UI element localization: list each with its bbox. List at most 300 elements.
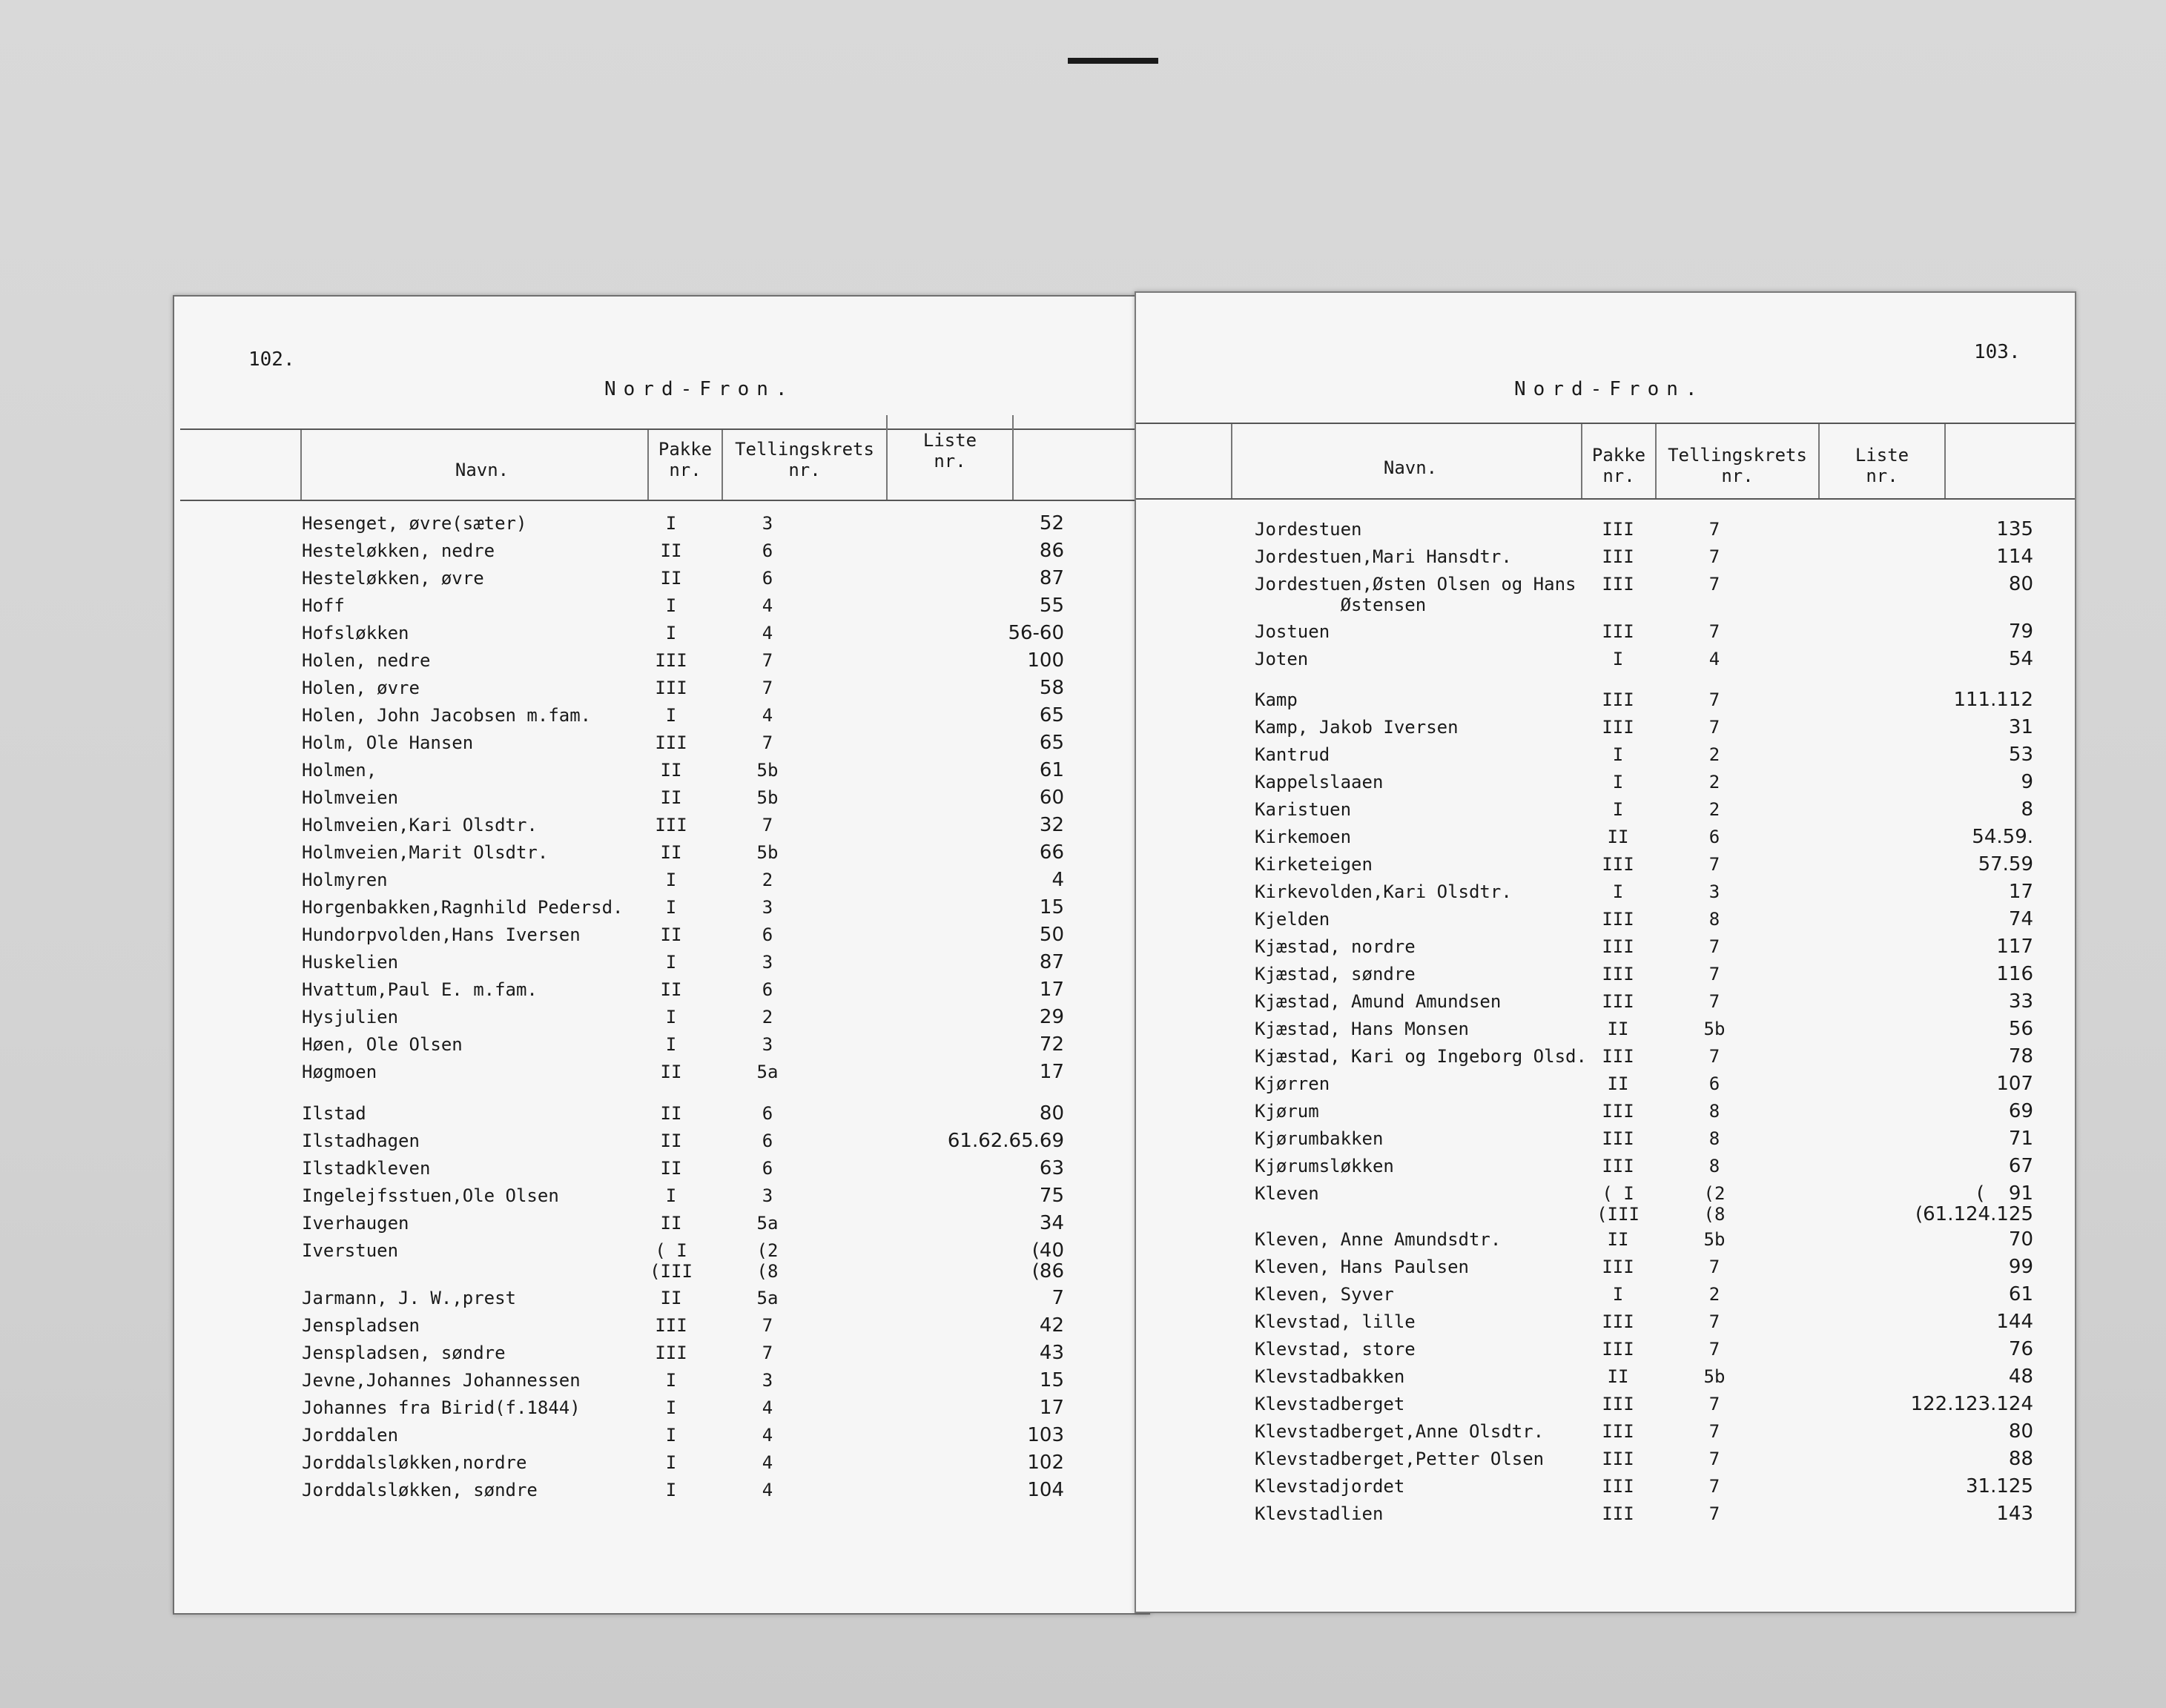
cell-pakke: I	[1612, 881, 1624, 902]
cell-pakke: II	[660, 979, 682, 1000]
cell-pakke: II	[660, 1288, 682, 1308]
right-page	[1135, 291, 2076, 1613]
cell-pakke: III	[1602, 909, 1634, 930]
cell-telling: 7	[1708, 1449, 1720, 1469]
col-header-liste: Liste nr.	[922, 430, 977, 471]
cell-liste: 34	[1039, 1212, 1064, 1234]
header-bottom-rule	[1136, 498, 2075, 500]
cell-liste: 80	[2008, 1420, 2033, 1443]
cell-telling: 2	[762, 1007, 773, 1027]
cell-pakke: I	[665, 705, 677, 726]
cell-telling: 7	[1708, 1394, 1720, 1414]
cell-navn: Kirkemoen	[1255, 827, 1352, 847]
cell-telling: 6	[762, 568, 773, 589]
cell-liste: 72	[1039, 1033, 1064, 1056]
cell-liste: 78	[2008, 1045, 2033, 1068]
cell-telling: 7	[762, 650, 773, 671]
cell-navn: Jorddalsløkken, søndre	[302, 1480, 538, 1500]
col-header-tellingskrets: Tellingskrets nr.	[1668, 445, 1807, 486]
cell-navn: Huskelien	[302, 952, 399, 973]
cell-pakke: II	[660, 1103, 682, 1124]
cell-pakke: I	[1612, 744, 1624, 765]
cell-telling: 4	[1708, 649, 1720, 669]
cell-liste: 122.123.124	[1910, 1393, 2033, 1415]
cell-telling: 3	[762, 1370, 773, 1391]
cell-telling: 4	[762, 595, 773, 616]
page-title: Nord-Fron.	[604, 378, 795, 400]
cell-telling: 8	[1708, 909, 1720, 930]
cell-pakke: III	[655, 678, 687, 698]
cell-liste: 87	[1039, 951, 1064, 973]
cell-telling: 5b	[756, 760, 779, 781]
cell-telling: 5b	[1703, 1229, 1726, 1250]
cell-pakke: III	[655, 732, 687, 753]
cell-pakke: I	[665, 1452, 677, 1473]
col-header-pakke: Pakke nr.	[1591, 445, 1646, 486]
cell-pakke: II	[1607, 1229, 1629, 1250]
cell-pakke: III	[1602, 1421, 1634, 1442]
cell-telling: 8	[1708, 1128, 1720, 1149]
cell-navn: Ilstad	[302, 1103, 366, 1124]
cell-telling: 7	[1708, 546, 1720, 567]
cell-telling: 7	[1708, 936, 1720, 957]
cell-pakke: I	[665, 1034, 677, 1055]
cell-pakke: II	[1607, 827, 1629, 847]
cell-pakke: III	[1602, 964, 1634, 984]
cell-pakke: I	[665, 1185, 677, 1206]
cell-navn: Holm, Ole Hansen	[302, 732, 474, 753]
cell-liste: 63	[1039, 1157, 1064, 1179]
cell-telling: 6	[1708, 1073, 1720, 1094]
cell-liste: 55	[1039, 595, 1064, 617]
cell-navn: Klevstadberget,Anne Olsdtr.	[1255, 1421, 1545, 1442]
cell-liste: 54.59.	[1972, 826, 2033, 848]
cell-liste: 71	[2008, 1128, 2033, 1150]
cell-pakke: III	[1602, 1128, 1634, 1149]
cell-navn: Holen, øvre	[302, 678, 420, 698]
cell-navn: Klevstad, lille	[1255, 1311, 1416, 1332]
cell-pakke: II	[660, 1062, 682, 1082]
cell-navn: Kantrud	[1255, 744, 1330, 765]
cell-telling: 5b	[1703, 1019, 1726, 1039]
cell-liste: 61.62.65.69	[947, 1130, 1064, 1152]
cell-liste: 143	[1996, 1503, 2033, 1525]
cell-telling: 7	[1708, 1339, 1720, 1360]
cell-liste: 61	[2008, 1283, 2033, 1305]
cell-liste: 17	[2008, 881, 2033, 903]
cell-liste: 32	[1039, 814, 1064, 836]
cell-liste: 86	[1039, 540, 1064, 562]
cell-telling: 3	[762, 952, 773, 973]
cell-liste: 9	[2021, 771, 2033, 793]
cell-liste: 66	[1039, 841, 1064, 864]
cell-navn: Joten	[1255, 649, 1309, 669]
cell-pakke: I	[665, 1397, 677, 1418]
cell-pakke: III	[655, 1315, 687, 1336]
cell-navn: Kleven, Syver	[1255, 1284, 1394, 1305]
cell-liste: 117	[1996, 936, 2033, 958]
col-header-navn: Navn.	[455, 460, 509, 480]
cell-liste: 15	[1039, 1369, 1064, 1391]
cell-navn: Jevne,Johannes Johannessen	[302, 1370, 581, 1391]
cell-pakke: III	[1602, 717, 1634, 738]
cell-navn: Horgenbakken,Ragnhild Pedersd.	[302, 897, 624, 918]
cell-pakke: ( I (III	[1597, 1183, 1640, 1225]
cell-liste: 42	[1039, 1314, 1064, 1337]
cell-liste: 88	[2008, 1448, 2033, 1470]
cell-telling: 7	[1708, 574, 1720, 595]
cell-telling: 6	[762, 1131, 773, 1151]
cell-navn: Holmyren	[302, 870, 388, 890]
cell-navn: Kjæstad, Hans Monsen	[1255, 1019, 1469, 1039]
cell-telling: 5b	[1703, 1366, 1726, 1387]
cell-telling: 3	[1708, 881, 1720, 902]
left-page	[173, 295, 1150, 1615]
col-header-liste: Liste nr.	[1855, 445, 1909, 486]
cell-navn: Jenspladsen	[302, 1315, 420, 1336]
cell-telling: 4	[762, 1480, 773, 1500]
cell-liste: 104	[1027, 1479, 1064, 1501]
cell-liste: 76	[2008, 1338, 2033, 1360]
cell-liste: 15	[1039, 896, 1064, 918]
cell-navn: Klevstadlien	[1255, 1503, 1384, 1524]
page-number: 103.	[1974, 341, 2021, 363]
cell-pakke: III	[1602, 991, 1634, 1012]
cell-navn: Ilstadhagen	[302, 1131, 420, 1151]
cell-navn: Kjæstad, Kari og Ingeborg Olsd.	[1255, 1046, 1587, 1067]
cell-liste: 144	[1996, 1311, 2033, 1333]
cell-liste: 54	[2008, 648, 2033, 670]
page-number: 102.	[248, 348, 295, 371]
cell-pakke: III	[1602, 1046, 1634, 1067]
cell-navn: Jordestuen	[1255, 519, 1362, 540]
col-header-pakke: Pakke nr.	[658, 439, 713, 480]
cell-liste: 79	[2008, 620, 2033, 643]
cell-liste: 99	[2008, 1256, 2033, 1278]
cell-liste: 50	[1039, 924, 1064, 946]
cell-pakke: I	[665, 1007, 677, 1027]
cell-telling: 7	[1708, 1311, 1720, 1332]
cell-liste: 135	[1996, 518, 2033, 540]
cell-telling: 7	[762, 1315, 773, 1336]
cell-pakke: II	[660, 842, 682, 863]
cell-pakke: III	[1602, 1503, 1634, 1524]
cell-liste: 65	[1039, 732, 1064, 754]
cell-pakke: I	[1612, 772, 1624, 792]
cell-pakke: III	[1602, 854, 1634, 875]
cell-pakke: II	[660, 568, 682, 589]
col-header-tellingskrets: Tellingskrets nr.	[735, 439, 874, 480]
cell-liste: 53	[2008, 744, 2033, 766]
cell-liste: 116	[1996, 963, 2033, 985]
cell-navn: Ingelejfsstuen,Ole Olsen	[302, 1185, 559, 1206]
cell-navn: Kirkevolden,Kari Olsdtr.	[1255, 881, 1512, 902]
header-divider	[1012, 415, 1014, 500]
cell-telling: 5a	[756, 1213, 779, 1234]
cell-liste: 43	[1039, 1342, 1064, 1364]
cell-pakke: I	[665, 1425, 677, 1446]
cell-telling: 5b	[756, 842, 779, 863]
cell-navn: Kamp, Jakob Iversen	[1255, 717, 1459, 738]
cell-navn: Jostuen	[1255, 621, 1330, 642]
cell-navn: Kjæstad, nordre	[1255, 936, 1416, 957]
cell-navn: Jorddalen	[302, 1425, 399, 1446]
cell-liste: 31	[2008, 716, 2033, 738]
cell-telling: 7	[1708, 717, 1720, 738]
cell-navn: Jordestuen,Østen Olsen og Hans Østensen	[1255, 574, 1576, 615]
cell-telling: 3	[762, 1185, 773, 1206]
cell-pakke: I	[1612, 799, 1624, 820]
cell-telling: 7	[762, 732, 773, 753]
cell-navn: Klevstadberget,Petter Olsen	[1255, 1449, 1545, 1469]
cell-pakke: II	[660, 1131, 682, 1151]
cell-liste: 61	[1039, 759, 1064, 781]
cell-pakke: II	[660, 760, 682, 781]
header-top-rule	[1136, 423, 2075, 424]
cell-telling: 7	[1708, 1421, 1720, 1442]
cell-pakke: III	[1602, 621, 1634, 642]
cell-pakke: III	[1602, 1101, 1634, 1122]
cell-telling: 2	[762, 870, 773, 890]
cell-telling: 7	[1708, 1503, 1720, 1524]
cell-liste: 7	[1051, 1287, 1064, 1309]
cell-liste: 4	[1051, 869, 1064, 891]
cell-navn: Høen, Ole Olsen	[302, 1034, 463, 1055]
cell-telling: 7	[762, 678, 773, 698]
cell-telling: 7	[1708, 689, 1720, 710]
cell-navn: Hofsløkken	[302, 623, 409, 643]
header-divider	[300, 430, 302, 500]
cell-navn: Hundorpvolden,Hans Iversen	[302, 924, 581, 945]
cell-pakke: II	[660, 924, 682, 945]
cell-pakke: II	[660, 787, 682, 808]
cell-liste: 70	[2008, 1228, 2033, 1251]
cell-navn: Holmen,	[302, 760, 377, 781]
cell-navn: Holen, John Jacobsen m.fam.	[302, 705, 592, 726]
cell-telling: 5a	[756, 1288, 779, 1308]
cell-telling: 2	[1708, 799, 1720, 820]
cell-pakke: I	[665, 897, 677, 918]
cell-navn: Kjelden	[1255, 909, 1330, 930]
cell-navn: Kirketeigen	[1255, 854, 1373, 875]
cell-pakke: III	[655, 815, 687, 835]
cell-navn: Iverhaugen	[302, 1213, 409, 1234]
cell-liste: 33	[2008, 990, 2033, 1013]
cell-liste: 100	[1027, 649, 1064, 672]
cell-telling: 5b	[756, 787, 779, 808]
cell-liste: 60	[1039, 787, 1064, 809]
cell-liste: 17	[1039, 979, 1064, 1001]
cell-pakke: ( I (III	[650, 1240, 693, 1282]
cell-navn: Klevstadbakken	[1255, 1366, 1405, 1387]
cell-telling: 7	[1708, 1476, 1720, 1497]
cell-navn: Hoff	[302, 595, 345, 616]
cell-pakke: III	[1602, 574, 1634, 595]
cell-pakke: III	[1602, 519, 1634, 540]
cell-navn: Klevstadjordet	[1255, 1476, 1405, 1497]
cell-telling: 2	[1708, 772, 1720, 792]
cell-liste: 31.125	[1966, 1475, 2033, 1497]
cell-liste: 69	[2008, 1100, 2033, 1122]
cell-navn: Jorddalsløkken,nordre	[302, 1452, 527, 1473]
cell-pakke: III	[1602, 1257, 1634, 1277]
cell-navn: Holmveien	[302, 787, 399, 808]
cell-telling: 6	[762, 540, 773, 561]
cell-telling: 7	[762, 815, 773, 835]
cell-telling: 4	[762, 1452, 773, 1473]
cell-navn: Hysjulien	[302, 1007, 399, 1027]
cell-pakke: I	[1612, 649, 1624, 669]
cell-pakke: II	[1607, 1019, 1629, 1039]
cell-navn: Kleven	[1255, 1183, 1319, 1204]
cell-telling: 8	[1708, 1156, 1720, 1176]
cell-navn: Kjørum	[1255, 1101, 1319, 1122]
cell-pakke: III	[1602, 1476, 1634, 1497]
cell-telling: 6	[762, 979, 773, 1000]
cell-navn: Kleven, Hans Paulsen	[1255, 1257, 1469, 1277]
cell-pakke: II	[660, 1158, 682, 1179]
cell-pakke: III	[1602, 1449, 1634, 1469]
cell-pakke: I	[665, 513, 677, 534]
cell-telling: (2 (8	[756, 1240, 779, 1282]
header-bottom-rule	[180, 500, 1143, 501]
cell-navn: Hesteløkken, øvre	[302, 568, 484, 589]
cell-liste: 114	[1996, 546, 2033, 568]
cell-pakke: III	[655, 650, 687, 671]
cell-pakke: I	[665, 623, 677, 643]
cell-liste: 17	[1039, 1397, 1064, 1419]
cell-liste: 111.112	[1953, 689, 2033, 711]
cell-liste: 52	[1039, 512, 1064, 534]
cell-liste: 58	[1039, 677, 1064, 699]
cell-pakke: III	[1602, 689, 1634, 710]
cell-telling: 6	[762, 924, 773, 945]
cell-telling: 7	[1708, 964, 1720, 984]
cell-telling: 7	[1708, 519, 1720, 540]
cell-telling: 6	[762, 1158, 773, 1179]
cell-telling: 7	[1708, 1046, 1720, 1067]
cell-liste: 107	[1996, 1073, 2033, 1095]
cell-liste: 80	[1039, 1102, 1064, 1125]
cell-navn: Johannes fra Birid(f.1844)	[302, 1397, 581, 1418]
cell-telling: (2 (8	[1703, 1183, 1726, 1225]
cell-liste: 65	[1039, 704, 1064, 726]
cell-navn: Kjørren	[1255, 1073, 1330, 1094]
cell-liste: 48	[2008, 1366, 2033, 1388]
cell-navn: Kleven, Anne Amundsdtr.	[1255, 1229, 1502, 1250]
cell-pakke: III	[1602, 546, 1634, 567]
cell-pakke: I	[665, 870, 677, 890]
cell-liste: (40 (86	[1031, 1239, 1064, 1282]
cell-navn: Hesenget, øvre(sæter)	[302, 513, 527, 534]
cell-pakke: II	[1607, 1366, 1629, 1387]
cell-navn: Holen, nedre	[302, 650, 431, 671]
cell-navn: Ilstadkleven	[302, 1158, 431, 1179]
cell-navn: Kjæstad, søndre	[1255, 964, 1416, 984]
cell-navn: Kjørumsløkken	[1255, 1156, 1394, 1176]
cell-telling: 5a	[756, 1062, 779, 1082]
cell-telling: 7	[1708, 991, 1720, 1012]
cell-liste: 17	[1039, 1061, 1064, 1083]
cell-telling: 7	[1708, 621, 1720, 642]
cell-telling: 7	[762, 1343, 773, 1363]
cell-pakke: I	[665, 1370, 677, 1391]
cell-telling: 3	[762, 513, 773, 534]
cell-liste: 56-60	[1008, 622, 1064, 644]
cell-pakke: I	[665, 952, 677, 973]
cell-telling: 4	[762, 705, 773, 726]
cell-liste: 103	[1027, 1424, 1064, 1446]
cell-navn: Klevstad, store	[1255, 1339, 1416, 1360]
header-divider	[1231, 424, 1232, 498]
cell-navn: Holmveien,Kari Olsdtr.	[302, 815, 538, 835]
cell-pakke: III	[1602, 1394, 1634, 1414]
cell-pakke: II	[660, 540, 682, 561]
cell-pakke: III	[1602, 936, 1634, 957]
cell-liste: 80	[2008, 573, 2033, 595]
cell-telling: 6	[1708, 827, 1720, 847]
cell-pakke: I	[665, 595, 677, 616]
cell-liste: 102	[1027, 1452, 1064, 1474]
cell-telling: 7	[1708, 1257, 1720, 1277]
cell-pakke: I	[665, 1480, 677, 1500]
cell-navn: Hvattum,Paul E. m.fam.	[302, 979, 538, 1000]
cell-liste: 75	[1039, 1185, 1064, 1207]
cell-navn: Hesteløkken, nedre	[302, 540, 495, 561]
cell-pakke: III	[655, 1343, 687, 1363]
cell-telling: 2	[1708, 1284, 1720, 1305]
cell-navn: Jordestuen,Mari Hansdtr.	[1255, 546, 1512, 567]
cell-telling: 8	[1708, 1101, 1720, 1122]
page-title: Nord-Fron.	[1514, 378, 1705, 400]
cell-pakke: II	[1607, 1073, 1629, 1094]
cell-liste: 74	[2008, 908, 2033, 930]
col-header-navn: Navn.	[1383, 457, 1438, 478]
cell-navn: Jenspladsen, søndre	[302, 1343, 506, 1363]
cell-telling: 6	[762, 1103, 773, 1124]
cell-telling: 4	[762, 1397, 773, 1418]
cell-navn: Kjørumbakken	[1255, 1128, 1384, 1149]
cell-telling: 2	[1708, 744, 1720, 765]
cell-pakke: II	[660, 1213, 682, 1234]
cell-telling: 3	[762, 897, 773, 918]
cell-liste: 56	[2008, 1018, 2033, 1040]
cell-telling: 3	[762, 1034, 773, 1055]
cell-navn: Karistuen	[1255, 799, 1352, 820]
cell-pakke: III	[1602, 1156, 1634, 1176]
cell-navn: Kappelslaaen	[1255, 772, 1384, 792]
cell-navn: Kjæstad, Amund Amundsen	[1255, 991, 1502, 1012]
cell-telling: 7	[1708, 854, 1720, 875]
cell-pakke: I	[1612, 1284, 1624, 1305]
cell-navn: Kamp	[1255, 689, 1298, 710]
cell-pakke: III	[1602, 1339, 1634, 1360]
cell-liste: 87	[1039, 567, 1064, 589]
cell-liste: 8	[2021, 798, 2033, 821]
top-dash-mark	[1068, 58, 1158, 64]
cell-liste: 67	[2008, 1155, 2033, 1177]
cell-navn: Klevstadberget	[1255, 1394, 1405, 1414]
cell-liste: ( 91 (61.124.125	[1915, 1182, 2033, 1225]
cell-navn: Iverstuen	[302, 1240, 399, 1261]
cell-liste: 29	[1039, 1006, 1064, 1028]
cell-pakke: III	[1602, 1311, 1634, 1332]
cell-telling: 4	[762, 623, 773, 643]
cell-navn: Holmveien,Marit Olsdtr.	[302, 842, 549, 863]
header-divider	[1944, 424, 1946, 498]
cell-telling: 4	[762, 1425, 773, 1446]
cell-liste: 57.59	[1978, 853, 2033, 875]
